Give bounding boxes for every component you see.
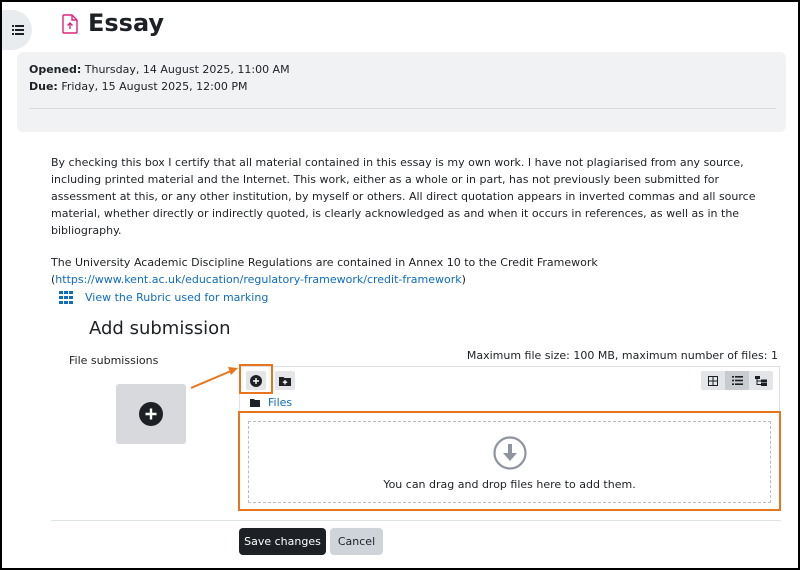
paren-open: ( xyxy=(51,273,56,286)
course-index-toggle[interactable] xyxy=(0,10,32,50)
regulations-sentence: The University Academic Discipline Regulations are contained in Annex 10 to the Credit Framework xyxy=(51,256,598,269)
rubric-row xyxy=(59,291,268,304)
files-folder-link[interactable]: Files xyxy=(268,396,293,409)
declaration-text: By checking this box I certify that all material contained in this essay is my own work. I have not plagiarised from any source, including printed material and the Internet. This work, either as a whole or in part, has not previously been submitted for assessment at this, or any other institution, by myself or others. All direct quotation appears in inverted commas and all source material, whether directly or indirectly quoted, is clearly acknowledged as and when it occurs in references, as well as in the bibliography. xyxy=(51,156,756,237)
save-changes-button[interactable]: Save changes xyxy=(239,528,326,555)
due-date xyxy=(29,80,247,93)
assignment-file-icon xyxy=(62,14,78,34)
file-picker-toolbar xyxy=(240,367,779,393)
opened-label: Opened: xyxy=(29,63,82,76)
view-tree-button[interactable] xyxy=(749,371,773,390)
add-file-button[interactable] xyxy=(246,371,266,390)
plus-circle-icon xyxy=(139,402,163,426)
view-icons-button[interactable] xyxy=(701,371,725,390)
file-submissions-label: File submissions xyxy=(69,354,159,367)
assignment-intro xyxy=(51,154,771,288)
create-folder-button[interactable] xyxy=(275,371,295,390)
opened-date xyxy=(29,63,290,76)
regulations-text xyxy=(51,254,771,288)
activity-dates xyxy=(17,52,786,132)
file-picker xyxy=(239,366,780,511)
credit-framework-link[interactable]: https://www.kent.ac.uk/education/regulatory-framework/credit-framework xyxy=(55,273,462,286)
divider xyxy=(29,108,776,109)
download-arrow-icon xyxy=(493,436,527,470)
page-title: Essay xyxy=(88,9,165,37)
cancel-button[interactable]: Cancel xyxy=(330,528,383,555)
paren-close: ) xyxy=(461,273,466,286)
add-submission-heading: Add submission xyxy=(89,318,231,339)
plus-circle-icon xyxy=(250,375,262,387)
opened-value: Thursday, 14 August 2025, 11:00 AM xyxy=(84,63,290,76)
list-icon xyxy=(12,25,24,35)
folder-icon xyxy=(250,399,260,407)
rubric-link[interactable]: View the Rubric used for marking xyxy=(85,291,269,304)
drop-zone[interactable] xyxy=(248,421,771,503)
list-view-icon xyxy=(732,376,743,385)
file-path-breadcrumb xyxy=(250,396,292,409)
due-label: Due: xyxy=(29,80,58,93)
grid-view-icon xyxy=(708,376,718,386)
drop-zone-highlight xyxy=(238,411,781,511)
max-file-info: Maximum file size: 100 MB, maximum number of files: 1 xyxy=(466,349,778,362)
footer-divider xyxy=(51,520,781,521)
grid-icon xyxy=(59,291,73,304)
due-value: Friday, 15 August 2025, 12:00 PM xyxy=(61,80,248,93)
view-switcher xyxy=(701,371,773,390)
folder-plus-icon xyxy=(279,376,291,386)
view-list-button[interactable] xyxy=(725,371,749,390)
tree-view-icon xyxy=(755,376,767,386)
add-file-large-button[interactable] xyxy=(116,384,186,444)
drop-zone-text: You can drag and drop files here to add them. xyxy=(383,478,636,491)
